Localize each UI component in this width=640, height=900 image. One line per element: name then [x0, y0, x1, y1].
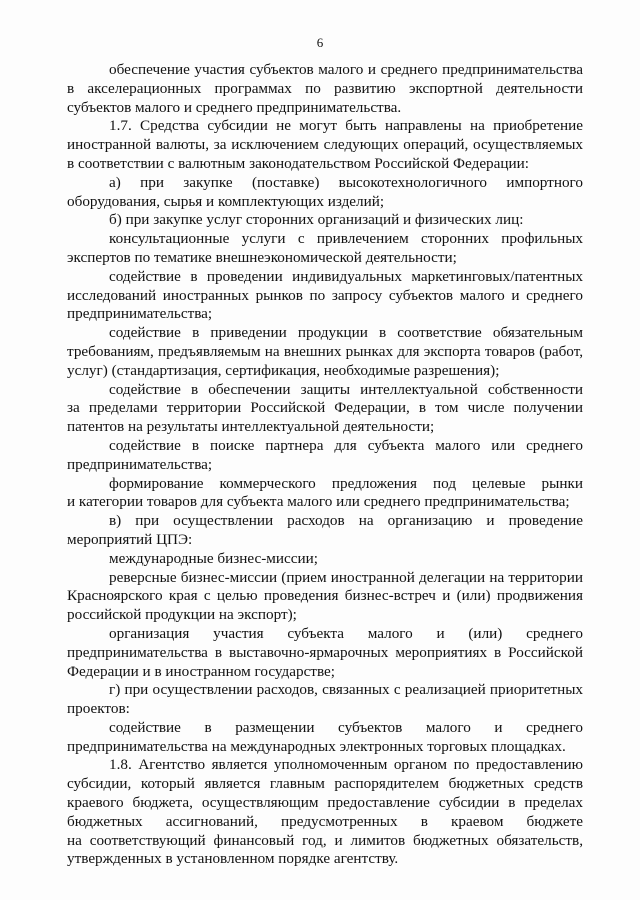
text-line: экспертов по тематике внешнеэкономической деятельности; — [67, 248, 457, 266]
text-line: утвержденных в установленном порядке агентству. — [67, 850, 399, 868]
text-line: формирование коммерческого предложения под целевые рынки — [109, 474, 583, 492]
text-line: г) при осуществлении расходов, связанных с реализацией приоритетных — [109, 681, 583, 699]
text-line: Федерации и в иностранном государстве; — [67, 662, 335, 680]
text-line: консультационные услуги с привлечением сторонних профильных — [109, 230, 583, 248]
text-line: краевого бюджета, осуществляющим предоставление субсидии в пределах — [67, 794, 583, 812]
text-line: услуг) (стандартизация, сертификация, необходимые разрешения); — [67, 361, 500, 379]
text-line: мероприятий ЦПЭ: — [67, 530, 193, 548]
text-line: содействие в приведении продукции в соответствие обязательным — [109, 324, 583, 342]
text-line: патентов на результаты интеллектуальной деятельности; — [67, 418, 435, 436]
document-body — [67, 61, 583, 869]
text-line: содействие в обеспечении защиты интеллектуальной собственности — [109, 380, 583, 398]
text-line: российской продукции на экспорт); — [67, 606, 297, 624]
text-line: иностранной валюты, за исключением следующих операций, осуществляемых — [67, 136, 583, 154]
text-line: 1.7. Средства субсидии не могут быть направлены на приобретение — [109, 117, 583, 135]
text-line: субъектов малого и среднего предпринимательства. — [67, 98, 402, 116]
text-line: требованиям, предъявляемым на внешних рынках для экспорта товаров (работ, — [67, 342, 583, 360]
text-line: Красноярского края с целью проведения бизнес-встреч и (или) продвижения — [67, 587, 583, 605]
text-line: а) при закупке (поставке) высокотехнологичного импортного — [109, 173, 583, 191]
text-line: содействие в размещении субъектов малого и среднего — [109, 718, 583, 736]
text-line: проектов: — [67, 700, 130, 718]
text-line: в) при осуществлении расходов на организацию и проведение — [109, 512, 583, 530]
text-line: бюджетных ассигнований, предусмотренных в краевом бюджете — [67, 812, 583, 830]
text-line: предпринимательства; — [67, 305, 213, 323]
text-line: обеспечение участия субъектов малого и среднего предпринимательства — [109, 61, 583, 78]
text-line: за пределами территории Российской Федерации, в том числе получении — [67, 399, 583, 417]
text-line: реверсные бизнес-миссии (прием иностранной делегации на территории — [109, 568, 583, 586]
text-line: субсидии, который является главным распорядителем бюджетных средств — [67, 775, 583, 793]
text-line: в акселерационных программах по развитию экспортной деятельности — [67, 79, 583, 97]
text-line: содействие в поиске партнера для субъекта малого или среднего — [109, 436, 583, 454]
text-line: и категории товаров для субъекта малого или среднего предпринимательства; — [67, 493, 570, 511]
text-line: организация участия субъекта малого и (или) среднего — [109, 624, 583, 642]
text-line: исследований иностранных рынков по запросу субъектов малого и среднего — [67, 286, 583, 304]
text-line: на соответствующий финансовый год, и лимитов бюджетных обязательств, — [67, 831, 583, 849]
text-line: предпринимательства в выставочно-ярмарочных мероприятиях в Российской — [67, 643, 583, 661]
text-line: в соответствии с валютным законодательством Российской Федерации: — [67, 154, 529, 172]
text-line: б) при закупке услуг сторонних организаций и физических лиц: — [109, 211, 524, 229]
text-line: международные бизнес-миссии; — [109, 549, 318, 567]
text-line: предпринимательства на международных электронных торговых площадках. — [67, 737, 566, 755]
text-line: предпринимательства; — [67, 455, 213, 473]
page-number: 6 — [316, 35, 324, 50]
text-line: содействие в проведении индивидуальных маркетинговых/патентных — [109, 267, 583, 285]
text-line: оборудования, сырья и комплектующих изделий; — [67, 192, 385, 210]
text-line: 1.8. Агентство является уполномоченным органом по предоставлению — [109, 756, 583, 774]
